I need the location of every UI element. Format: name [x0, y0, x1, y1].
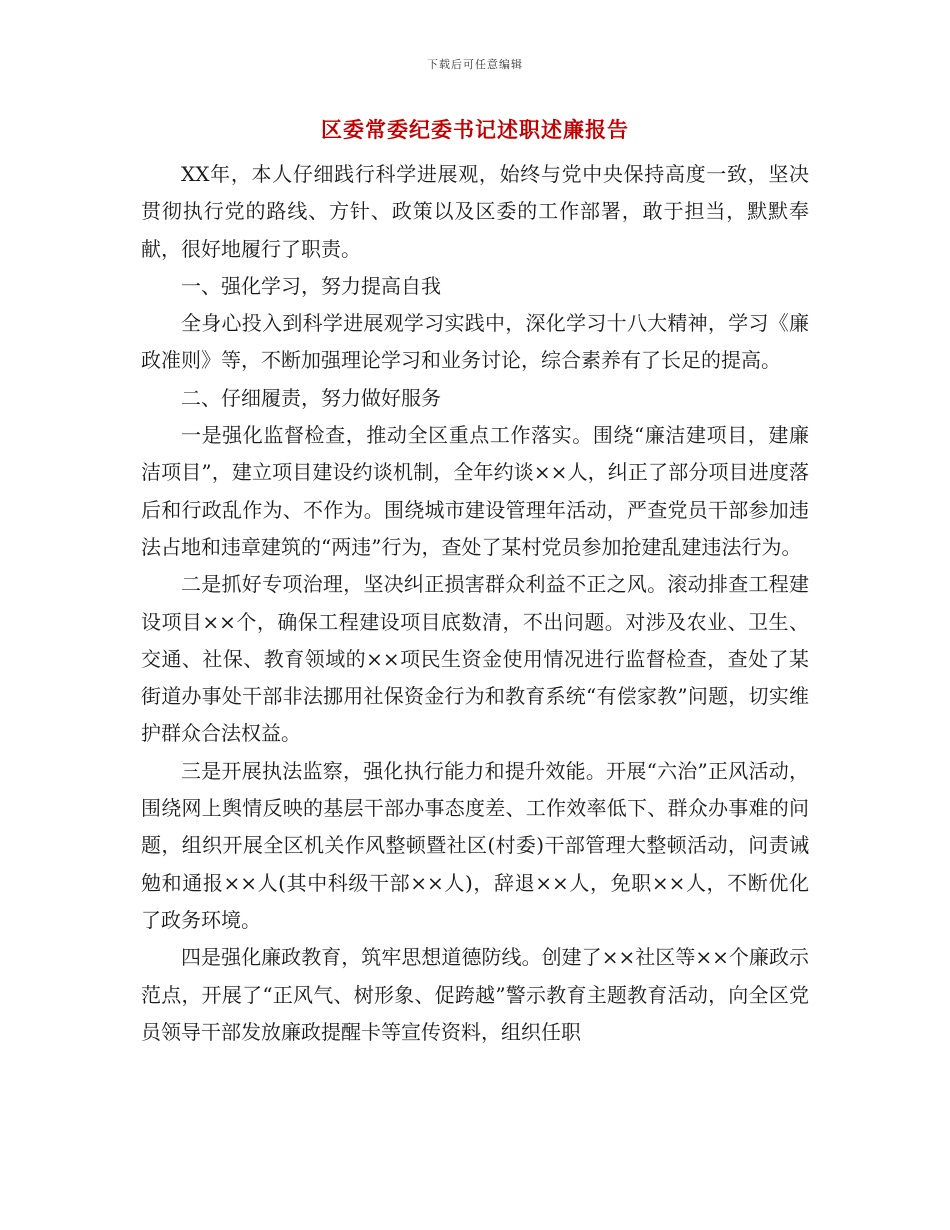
paragraph: 三是开展执法监察，强化执行能力和提升效能。开展“六治”正风活动，围绕网上舆情反映的基层干部办事态度差、工作效率低下、群众办事难的问题，组织开展全区机关作风整顿暨社区(村委)干部管理大整顿活动，问责诫勉和通报××人(其中科级干部××人)，辞退××人，免职××人，不断优化了政务环境。 — [141, 758, 809, 932]
paragraph: XX年，本人仔细践行科学进展观，始终与党中央保持高度一致，坚决贯彻执行党的路线、方针、政策以及区委的工作部署，敢于担当，默默奉献，很好地履行了职责。 — [141, 162, 809, 261]
paragraph: 全身心投入到科学进展观学习实践中，深化学习十八大精神，学习《廉政准则》等，不断加强理论学习和业务讨论，综合素养有了长足的提高。 — [141, 311, 809, 373]
header-note: 下载后可任意编辑 — [427, 58, 523, 71]
paragraph: 一是强化监督检查，推动全区重点工作落实。围绕“廉洁建项目，建廉洁项目”，建立项目建设约谈机制，全年约谈××人，纠正了部分项目进度落后和行政乱作为、不作为。围绕城市建设管理年活动，严查党员干部参加违法占地和违章建筑的“两违”行为，查处了某村党员参加抢建乱建违法行为。 — [141, 423, 809, 559]
section-heading: 一、强化学习，努力提高自我 — [181, 273, 441, 298]
section-heading: 二、仔细履责，努力做好服务 — [181, 385, 441, 410]
paragraph: 四是强化廉政教育，筑牢思想道德防线。创建了××社区等××个廉政示范点，开展了“正风气、树形象、促跨越”警示教育主题教育活动，向全区党员领导干部发放廉政提醒卡等宣传资料，组织任职 — [141, 945, 809, 1044]
paragraph: 二是抓好专项治理，坚决纠正损害群众利益不正之风。滚动排查工程建设项目××个，确保工程建设项目底数清，不出问题。对涉及农业、卫生、交通、社保、教育领域的××项民生资金使用情况进行监督检查，查处了某街道办事处干部非法挪用社保资金行为和教育系统“有偿家教”问题，切实维护群众合法权益。 — [141, 572, 809, 746]
document-body — [141, 156, 809, 1051]
document-title: 区委常委纪委书记述职述廉报告 — [321, 117, 629, 142]
